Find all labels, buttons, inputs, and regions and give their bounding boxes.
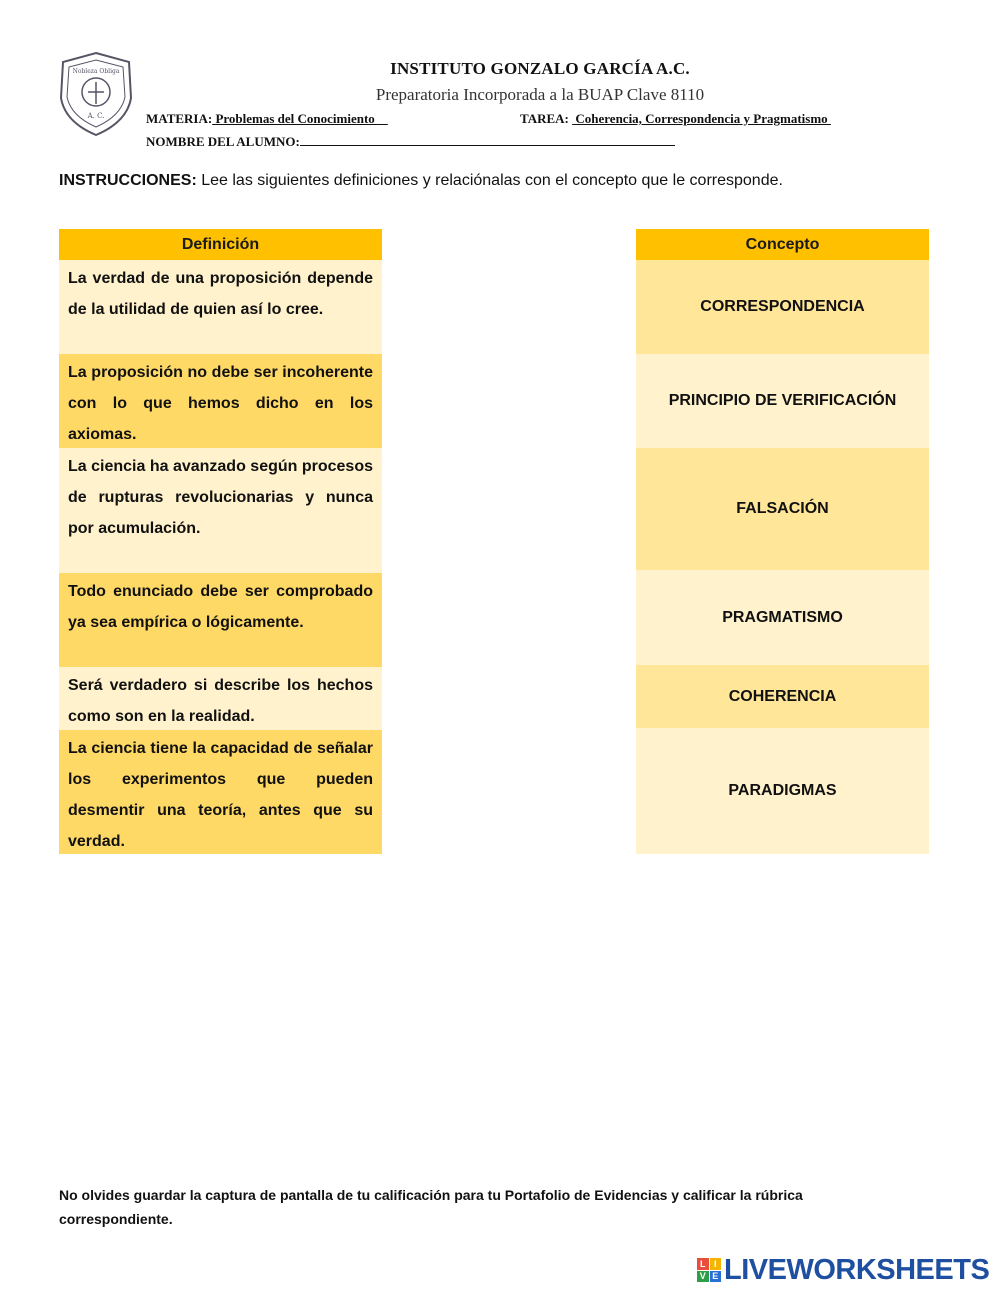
- tarea-label: TAREA:: [520, 111, 569, 126]
- materia-label: MATERIA:: [146, 111, 213, 126]
- student-name-line[interactable]: [300, 133, 675, 146]
- liveworksheets-wordmark: LIVEWORKSHEETS: [724, 1253, 990, 1286]
- institution-subtitle: Preparatoria Incorporada a la BUAP Clave 8110: [375, 85, 705, 104]
- concept-item[interactable]: PARADIGMAS: [636, 728, 929, 854]
- svg-text:Nobleza Obliga: Nobleza Obliga: [72, 68, 120, 75]
- footer-note: No olvides guardar la captura de pantalla de tu calificación para tu Portafolio de Evidencias y calificar la rúbrica correspondiente.: [59, 1187, 803, 1227]
- definition-item[interactable]: La ciencia ha avanzado según procesos de rupturas revolucionarias y nunca por acumulación.: [59, 448, 382, 573]
- student-name-label: NOMBRE DEL ALUMNO:: [146, 134, 300, 149]
- concept-item[interactable]: FALSACIÓN: [636, 448, 929, 570]
- materia-row: [146, 111, 388, 127]
- definition-item[interactable]: Todo enunciado debe ser comprobado ya sea empírica o lógicamente.: [59, 573, 382, 667]
- definition-item[interactable]: La verdad de una proposición depende de la utilidad de quien así lo cree.: [59, 260, 382, 354]
- concept-item[interactable]: PRAGMATISMO: [636, 570, 929, 665]
- materia-value: Problemas del Conocimiento: [212, 111, 388, 126]
- instructions-label: INSTRUCCIONES:: [59, 172, 197, 189]
- definition-item[interactable]: La proposición no debe ser incoherente con lo que hemos dicho en los axiomas.: [59, 354, 382, 448]
- definition-item[interactable]: Será verdadero si describe los hechos como son en la realidad.: [59, 667, 382, 730]
- instructions-text: Lee las siguientes definiciones y relaciónalas con el concepto que le corresponde.: [196, 172, 783, 189]
- definitions-table: [59, 229, 382, 854]
- live-badge-icon: L I V E: [697, 1258, 721, 1282]
- concept-item[interactable]: PRINCIPIO DE VERIFICACIÓN: [636, 354, 929, 448]
- tarea-row: [520, 111, 831, 127]
- svg-text:A. C.: A. C.: [87, 112, 105, 120]
- instructions: [59, 172, 783, 190]
- student-name-row: [146, 133, 675, 150]
- definition-item[interactable]: La ciencia tiene la capacidad de señalar los experimentos que pueden desmentir una teoría, antes que su verdad.: [59, 730, 382, 854]
- concepts-header: Concepto: [636, 229, 929, 260]
- concepts-table: [636, 229, 929, 854]
- tarea-value: Coherencia, Correspondencia y Pragmatismo: [572, 111, 831, 126]
- concept-item[interactable]: CORRESPONDENCIA: [636, 260, 929, 354]
- concept-item[interactable]: COHERENCIA: [636, 665, 929, 728]
- institution-title: INSTITUTO GONZALO GARCÍA A.C.: [390, 59, 690, 78]
- definitions-header: Definición: [59, 229, 382, 260]
- liveworksheets-logo: [697, 1254, 989, 1286]
